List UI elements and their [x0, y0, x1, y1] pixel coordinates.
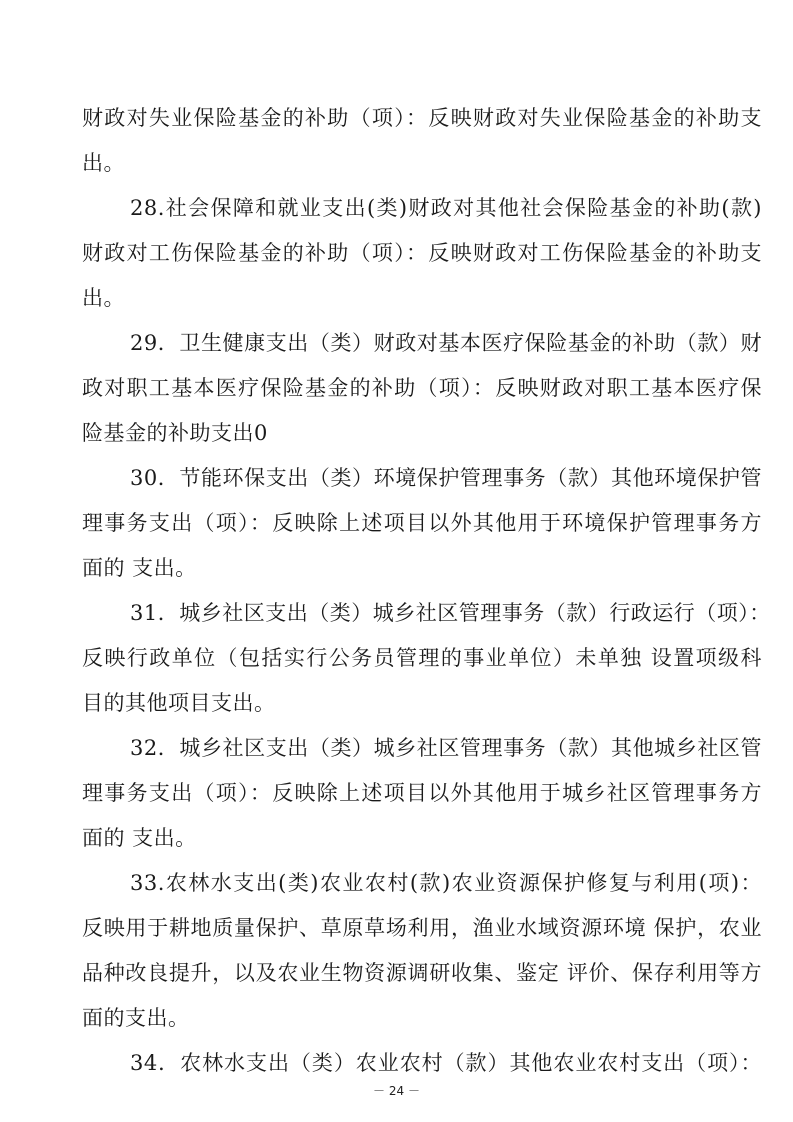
- text-line: 财政对工伤保险基金的补助（项）：反映财政对工伤保险基金的补助支: [82, 241, 762, 265]
- paragraph-29-line: 29．卫生健康支出（类）财政对基本医疗保险基金的补助（款）财: [130, 331, 762, 355]
- text-line: 反映行政单位（包括实行公务员管理的事业单位）未单独 设置项级科: [82, 646, 762, 670]
- paragraph-31-line: 31．城乡社区支出（类）城乡社区管理事务（款）行政运行（项）：: [130, 601, 771, 625]
- text-line: 出。: [82, 151, 125, 175]
- text-line: 理事务支出（项）：反映除上述项目以外其他用于环境保护管理事务方: [82, 511, 762, 535]
- text-line: 面的 支出。: [82, 826, 197, 850]
- paragraph-30-line: 30．节能环保支出（类）环境保护管理事务（款）其他环境保护管: [130, 466, 762, 490]
- paragraph-33-line: 33.农林水支出(类)农业农村(款)农业资源保护修复与利用(项)：: [130, 871, 762, 895]
- text-line: 面的支出。: [82, 1006, 190, 1030]
- paragraph-34-line: 34．农林水支出（类）农业农村（款）其他农业农村支出（项）：: [130, 1051, 762, 1075]
- text-line: 财政对失业保险基金的补助（项）：反映财政对失业保险基金的补助支: [82, 106, 762, 130]
- text-line: 目的其他项目支出。: [82, 691, 276, 715]
- paragraph-28-line: 28.社会保障和就业支出(类)财政对其他社会保险基金的补助(款): [130, 196, 762, 220]
- text-line: 险基金的补助支出0: [82, 421, 268, 445]
- paragraph-32-line: 32．城乡社区支出（类）城乡社区管理事务（款）其他城乡社区管: [130, 736, 762, 760]
- text-line: 理事务支出（项）：反映除上述项目以外其他用于城乡社区管理事务方: [82, 781, 762, 805]
- text-line: 品种改良提升，以及农业生物资源调研收集、鉴定 评价、保存利用等方: [82, 961, 762, 985]
- text-line: 出。: [82, 286, 125, 310]
- text-line: 政对职工基本医疗保险基金的补助（项）：反映财政对职工基本医疗保: [82, 376, 762, 400]
- text-line: 面的 支出。: [82, 556, 197, 580]
- page-number: － 24 －: [373, 1084, 420, 1098]
- text-line: 反映用于耕地质量保护、草原草场利用，渔业水域资源环境 保护，农业: [82, 916, 762, 940]
